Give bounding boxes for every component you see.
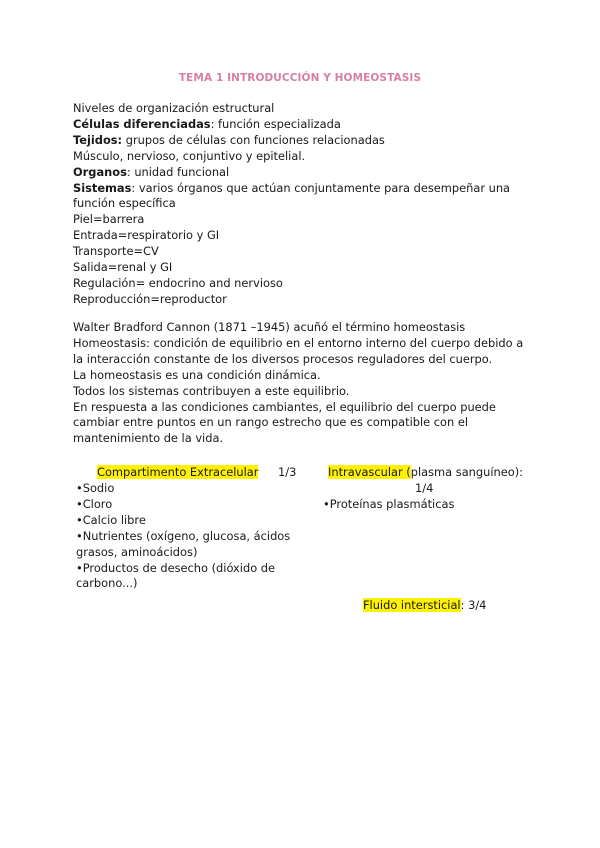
homeostasis-line: la interacción constante de los diversos procesos reguladores del cuerpo.: [73, 351, 493, 366]
interstitial-label: Fluido intersticial: [363, 598, 461, 612]
systems-definition: : varios órganos que actúan conjuntamente para desempeñar una función específica: [73, 180, 511, 211]
homeostasis-section: [73, 320, 533, 447]
list-item: •Productos de desecho (dióxido de carbono...): [76, 560, 276, 591]
list-item: •Cloro: [76, 496, 113, 511]
homeostasis-line: Todos los sistemas contribuyen a este equilibrio.: [73, 383, 350, 398]
organization-section: [73, 101, 533, 308]
cells-definition: : función especializada: [210, 116, 341, 131]
tissues-definition: grupos de células con funciones relacionadas: [122, 132, 385, 147]
intravascular-fraction: 1/4: [415, 481, 434, 495]
list-item: •Nutrientes (oxígeno, glucosa, ácidos grasos, aminoácidos): [76, 528, 291, 559]
homeostasis-line: La homeostasis es una condición dinámica.: [73, 367, 321, 382]
intravascular-item: •Proteínas plasmáticas: [323, 497, 455, 511]
page-title: TEMA 1 INTRODUCCIÓN Y HOMEOSTASIS: [178, 72, 422, 84]
homeostasis-line: Walter Bradford Cannon (1871 –1945) acuñó el término homeostasis: [73, 320, 466, 334]
homeostasis-line: mantenimiento de la vida.: [73, 431, 224, 446]
organs-definition: : unidad funcional: [126, 164, 230, 179]
extracellular-label: Compartimento Extracelular: [97, 465, 259, 479]
system-item: Transporte=CV: [73, 244, 159, 259]
tissues-line: [73, 133, 533, 149]
homeostasis-line: Homeostasis: condición de equilibrio en el entorno interno del cuerpo debido a: [73, 335, 524, 350]
cells-line: [73, 117, 533, 133]
interstitial-fraction: : 3/4: [460, 598, 487, 612]
organization-heading: Niveles de organización estructural: [73, 101, 275, 115]
list-item: •Sodio: [76, 481, 115, 495]
cells-term: Células diferenciadas: [73, 116, 211, 131]
organs-line: [73, 165, 533, 181]
homeostasis-line: En respuesta a las condiciones cambiantes, el equilibrio del cuerpo puede: [73, 399, 496, 414]
system-item: Reproducción=reproductor: [73, 291, 227, 306]
extracellular-fraction: 1/3: [278, 465, 297, 479]
systems-line: [73, 181, 533, 213]
systems-term: Sistemas: [73, 180, 132, 195]
tissues-types: Músculo, nervioso, conjuntivo y epitelial.: [73, 148, 306, 163]
list-item: •Calcio libre: [76, 512, 146, 527]
system-item: Salida=renal y GI: [73, 260, 173, 275]
system-item: Regulación= endocrino and nervioso: [73, 275, 283, 290]
system-item: Entrada=respiratorio y GI: [73, 228, 220, 243]
intravascular-label: Intravascular (plasma sanguíneo):: [328, 465, 523, 479]
extracellular-list: [76, 481, 296, 592]
system-item: Piel=barrera: [73, 212, 145, 227]
homeostasis-line: cambiar entre puntos en un rango estrecho que es compatible con el: [73, 415, 469, 430]
organs-term: Organos: [73, 164, 127, 179]
tissues-term: Tejidos:: [73, 132, 123, 147]
interstitial-line: [363, 598, 486, 614]
